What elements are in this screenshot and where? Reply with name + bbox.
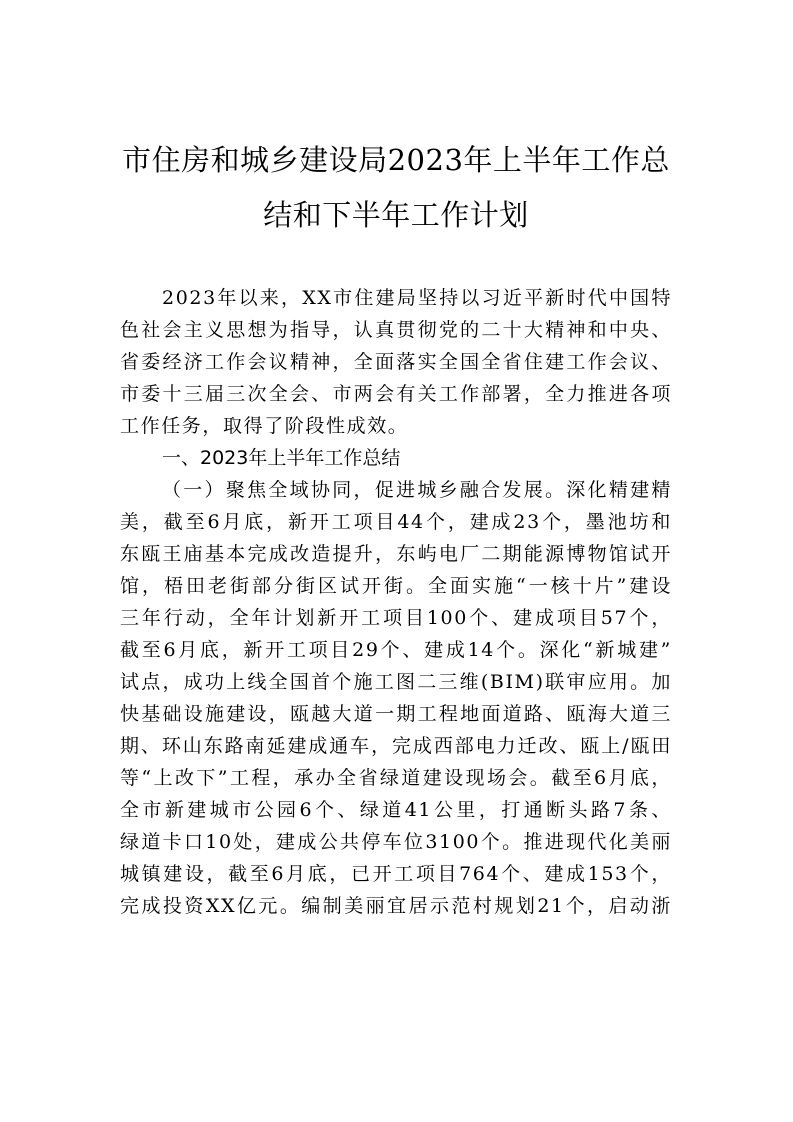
intro-line: 2023年以来，XX市住建局坚持以习近平新时代中国特 <box>162 287 672 309</box>
subsection-paragraph <box>120 474 672 922</box>
document-body <box>120 282 672 922</box>
title-line-2: 结和下半年工作计划 <box>263 198 529 232</box>
subsection-lead: （一）聚焦全域协同，促进城乡融合发展。 <box>162 479 567 501</box>
paragraph-line: 快基础设施建设，瓯越大道一期工程地面道路、瓯海大道三 <box>120 703 672 725</box>
intro-line: 工作任务，取得了阶段性成效。 <box>120 415 409 437</box>
subsection-text: 深化精建精 <box>566 479 672 501</box>
intro-paragraph <box>120 282 672 442</box>
title-line-1: 市住房和城乡建设局2023年上半年工作总 <box>122 143 670 177</box>
paragraph-line: 等“上改下”工程，承办全省绿道建设现场会。截至6月底， <box>120 767 672 789</box>
paragraph-line: 全市新建城市公园6个、绿道41公里，打通断头路7条、 <box>120 799 672 821</box>
paragraph-line: 截至6月底，新开工项目29个、建成14个。深化“新城建” <box>120 639 672 661</box>
section-heading: 一、2023年上半年工作总结 <box>162 447 401 469</box>
intro-line: 省委经济工作会议精神，全面落实全国全省住建工作会议、 <box>120 351 672 373</box>
intro-line: 市委十三届三次全会、市两会有关工作部署，全力推进各项 <box>120 383 672 405</box>
paragraph-line: 试点，成功上线全国首个施工图二三维(BIM)联审应用。加 <box>120 671 672 693</box>
paragraph-line: 完成投资XX亿元。编制美丽宜居示范村规划21个，启动浙 <box>120 895 672 917</box>
paragraph-line: 美，截至6月底，新开工项目44个，建成23个，墨池坊和 <box>120 511 672 533</box>
document-title <box>120 133 672 243</box>
subsection-first-line <box>120 474 672 506</box>
paragraph-line: 三年行动，全年计划新开工项目100个、建成项目57个， <box>120 607 672 629</box>
paragraph-line: 期、环山东路南延建成通车，完成西部电力迁改、瓯上/瓯田 <box>120 735 672 757</box>
paragraph-line: 城镇建设，截至6月底，已开工项目764个、建成153个， <box>120 863 672 885</box>
paragraph-line: 馆，梧田老街部分街区试开街。全面实施“一核十片”建设 <box>120 575 672 597</box>
paragraph-line: 绿道卡口10处，建成公共停车位3100个。推进现代化美丽 <box>120 831 672 853</box>
intro-line: 色社会主义思想为指导，认真贯彻党的二十大精神和中央、 <box>120 319 672 341</box>
paragraph-line: 东瓯王庙基本完成改造提升，东屿电厂二期能源博物馆试开 <box>120 543 672 565</box>
